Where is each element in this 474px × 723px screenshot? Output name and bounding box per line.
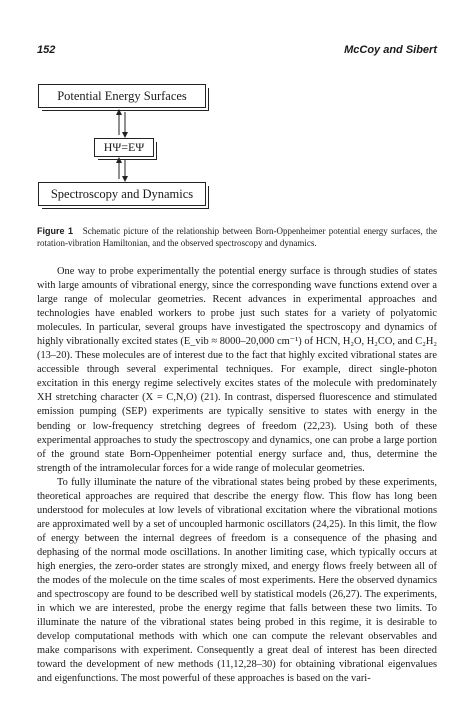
- paragraph: To fully illuminate the nature of the vibrational states being probed by these experiments, theoretical approaches are required that describe the energy flow. This flow has long been understood for molecules at low levels of vibrational excitation where the vibrational motions are approximated well by a set of uncoupled harmonic oscillators (24,25). In this limit, the flow of energy between the internal degrees of freedom is a consequence of the phasing and dephasing of the normal mode oscillations. In another limiting case, which typically occurs at high energies, the zero-order states are strongly mixed, and energy flows freely between all of the modes of the molecule on the time scales of most experiments. Here the observed dynamics and spectroscopy are found to be described well by statistical models (26,27). The experiments, in which we are interested, probe the energy regime that falls between these two limits. To illuminate the nature of the vibrational states being probed in this regime, it is desirable to develop computational methods with which one can compute the relevant observables and make comparisons with experiment. Consequently a great deal of interest has been directed toward the development of new methods (11,12,28–30) for obtaining vibrational eigenvalues and eigenfunctions. The most powerful of these approaches is based on the vari-: [37, 476, 437, 685]
- figure-caption: [37, 226, 437, 249]
- running-head-authors: McCoy and Sibert: [344, 44, 437, 56]
- schrodinger-equation-box: HΨ=EΨ: [94, 138, 154, 157]
- paragraph: One way to probe experimentally the potential energy surface is through studies of states with large amounts of vibrational energy, since the corresponding wave functions extend over a large range of molecular geometries. Recent advances in experimental approaches and technologies have enabled workers to probe just such states for a variety of polyatomic molecules. In particular, several groups have investigated the spectroscopy and dynamics of highly vibrationally excited states (E_vib ≈ 8000–20,000 cm⁻¹) of HCN, H₂O, H₂CO, and C₂H₂ (13–20). These molecules are of interest due to the fact that highly excited vibrational states are accessible through several experimental techniques. For example, direct single-photon excitation in this energy regime selectively excites states of the molecule with predominately XH stretching character (X = C,N,O) (21). In contrast, dispersed fluorescence and stimulated emission pumping (SEP) experiments are typically sensitive to states with energy in the bending or low-frequency stretching degrees of freedom (22,23). Using both of these experimental approaches to study the spectroscopy and dynamics, one can probe a large portion of the ground state Born-Oppenheimer potential energy surface and, thus, determine the strength of the intramolecular forces for a wide range of molecular geometries.: [37, 266, 437, 474]
- caption-label: Figure 1: [37, 226, 73, 236]
- page-number: 152: [37, 44, 56, 56]
- figure-1-diagram: [38, 76, 218, 211]
- spectroscopy-dynamics-box: Spectroscopy and Dynamics: [38, 182, 206, 206]
- body-text: [37, 265, 437, 686]
- caption-text: Schematic picture of the relationship between Born-Oppenheimer potential energy surfaces, the rotation-vibration Hamiltonian, and the observed spectroscopy and dynamics.: [37, 226, 437, 248]
- potential-energy-surfaces-box: Potential Energy Surfaces: [38, 84, 206, 108]
